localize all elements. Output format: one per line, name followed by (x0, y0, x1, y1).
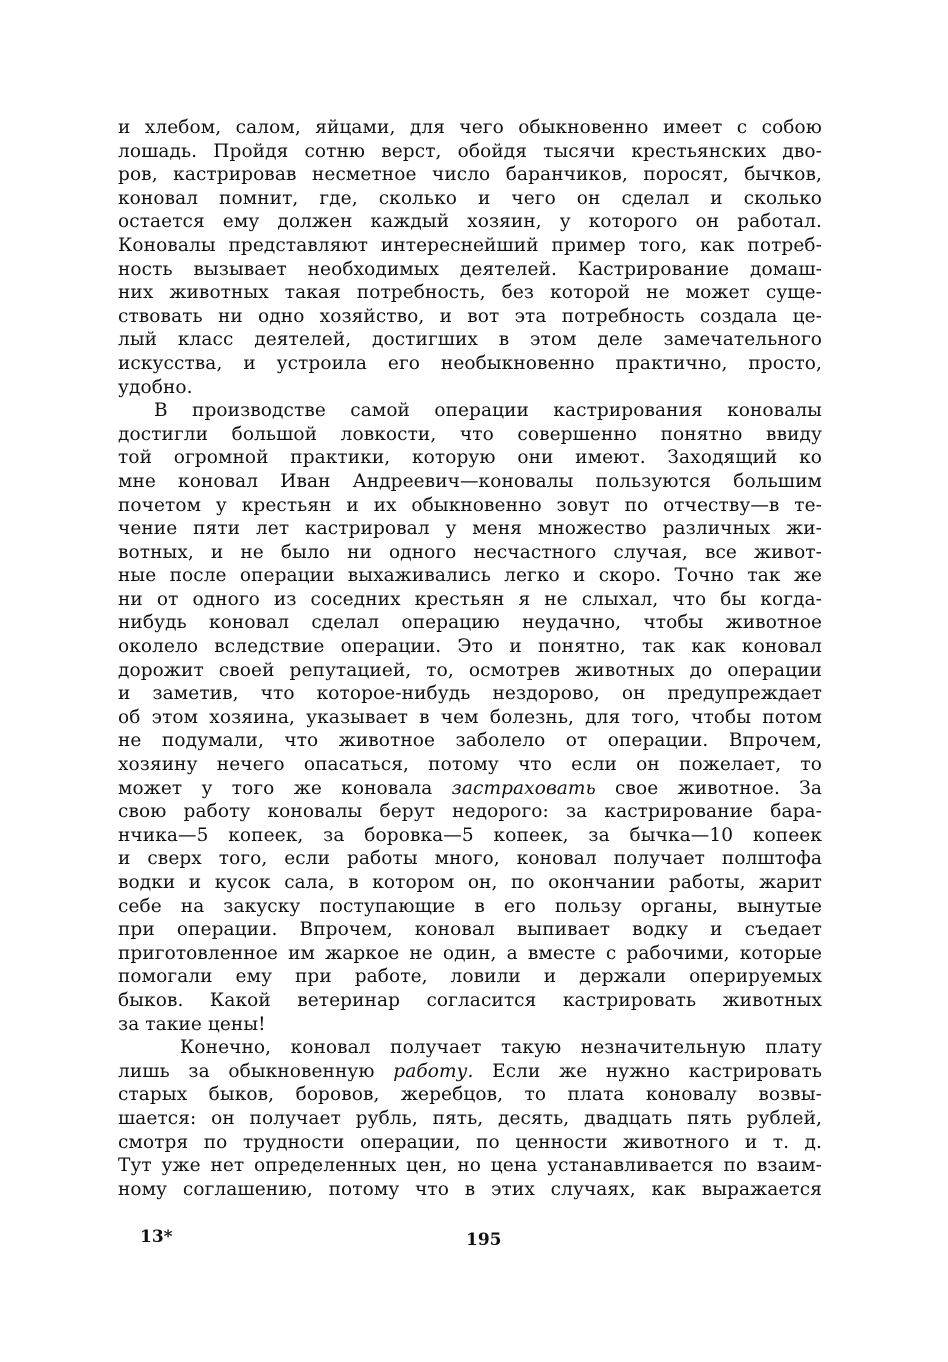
text-line: за такие цены! (118, 1013, 266, 1035)
text-line: и заметив, что которое-нибудь нездорово, он предупреждает (118, 683, 822, 705)
body-text (118, 116, 822, 1201)
page-number: 195 (466, 1230, 502, 1250)
text-line: водки и кусок сала, в котором он, по окончании работы, жарит (118, 872, 822, 893)
text-line: той огромной практики, которую они имеют. Заходящий ко (118, 447, 822, 469)
text-line: чение пяти лет кастрировал у меня множество различных жи- (118, 518, 822, 540)
text-line: Тут уже нет определенных цен, но цена устанавливается по взаим- (118, 1155, 822, 1177)
text-line: нибудь коновал сделал операцию неудачно, чтобы животное (118, 612, 822, 634)
text-line: ные после операции выхаживались легко и скоро. Точно так же (118, 565, 822, 587)
text-line: вотных, и не было ни одного несчастного случая, все живот- (118, 541, 822, 563)
text-line: ность вызывает необходимых деятелей. Кастрирование домаш- (118, 258, 822, 280)
text-line: ров, кастрировав несметное число баранчиков, поросят, бычков, (118, 164, 822, 186)
text-line: свою работу коновалы берут недорого: за кастрирование бара- (118, 801, 822, 823)
text-line: старых быков, боровов, жеребцов, то плата коновалу возвы- (118, 1084, 822, 1106)
text-line: остается ему должен каждый хозяин, у которого он работал. (118, 211, 822, 233)
text-line: не подумали, что животное заболело от операции. Впрочем, (118, 730, 822, 752)
text-line: коновал помнит, где, сколько и чего он сделал и сколько (118, 187, 822, 209)
text-line-mixed (118, 777, 822, 801)
text-line: и сверх того, если работы много, коновал получает полштофа (118, 848, 822, 870)
text-line: мне коновал Иван Андреевич—коновалы пользуются большим (118, 470, 822, 492)
text-line: околело вследствие операции. Это и понятно, так как коновал (118, 636, 822, 658)
text-line: и хлебом, салом, яйцами, для чего обыкновенно имеет с собою (118, 117, 822, 138)
text-line: удобно. (118, 376, 193, 398)
text-line: при операции. Впрочем, коновал выпивает водку и съедает (118, 919, 822, 941)
text-line: ни от одного из соседних крестьян я не слыхал, что бы когда- (118, 588, 822, 610)
text-line-mixed (118, 1060, 822, 1084)
text-line: нчика—5 копеек, за боровка—5 копеек, за бычка—10 копеек (118, 824, 822, 846)
text-line: почетом у крестьян и их обыкновенно зовут по отчеству—в те- (118, 494, 822, 516)
text-line: В производстве самой операции кастрирования коновалы (154, 400, 822, 422)
text-line: Коновалы представляют интереснейший пример того, как потреб- (118, 234, 822, 256)
text-line: них животных такая потребность, без которой не может суще- (118, 282, 822, 304)
text-line: лый класс деятелей, достигших в этом деле замечательного (118, 329, 822, 351)
text-line: шается: он получает рубль, пять, десять, двадцать пять рублей, (118, 1107, 822, 1129)
text-line: себе на закуску поступающие в его пользу органы, вынутые (118, 895, 822, 917)
text-line: хозяину нечего опасаться, потому что если он пожелает, то (118, 754, 822, 776)
text-line: помогали ему при работе, ловили и держали оперируемых (118, 966, 822, 988)
text-line: приготовленное им жаркое не один, а вместе с рабочими, которые (118, 942, 822, 964)
text-line: смотря по трудности операции, по ценности животного и т. д. (118, 1131, 822, 1153)
italic-emphasis: работу. (393, 1060, 474, 1082)
signature-mark: 13* (140, 1227, 173, 1247)
text-line: ному соглашению, потому что в этих случаях, как выражается (118, 1178, 822, 1200)
text-line: Конечно, коновал получает такую незначительную плату (180, 1037, 822, 1059)
text-line: дорожит своей репутацией, то, осмотрев животных до операции (118, 659, 822, 681)
text-segment: Если же нужно кастрировать (492, 1060, 822, 1082)
text-line: искусства, и устроила его необыкновенно практично, просто, (118, 352, 822, 374)
text-segment: может у того же коновала (118, 777, 433, 799)
text-line: об этом хозяина, указывает в чем болезнь, для того, чтобы потом (118, 706, 822, 728)
text-line: достигли большой ловкости, что совершенно понятно ввиду (118, 423, 822, 445)
italic-emphasis: застраховать (451, 777, 596, 799)
text-segment: лишь за обыкновенную (118, 1060, 375, 1082)
text-line: ствовать ни одно хозяйство, и вот эта потребность создала це- (118, 305, 822, 327)
text-segment: свое животное. За (615, 777, 822, 799)
text-line: лошадь. Пройдя сотню верст, обойдя тысячи крестьянских дво- (118, 140, 822, 162)
text-line: быков. Какой ветеринар согласится кастрировать животных (118, 989, 822, 1011)
